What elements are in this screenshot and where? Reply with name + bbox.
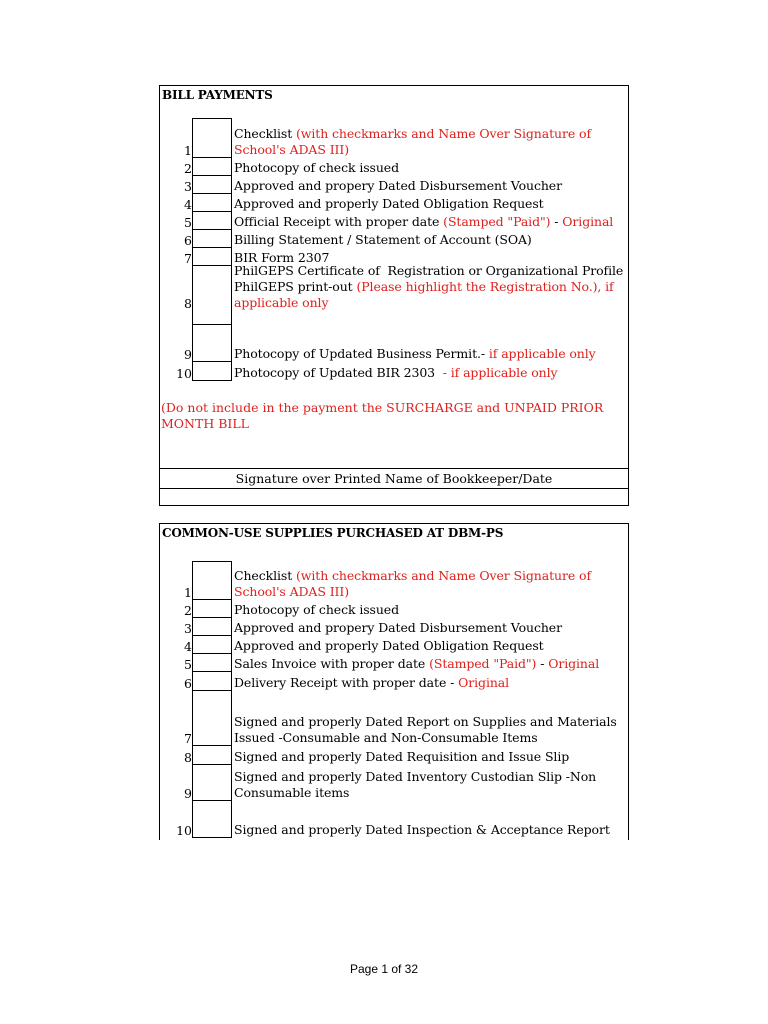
row-number: 10 bbox=[176, 823, 192, 838]
row-text: Checklist (with checkmarks and Name Over Signature of School's ADAS III) bbox=[234, 568, 595, 599]
checkbox[interactable] bbox=[192, 361, 232, 381]
surcharge-note: (Do not include in the payment the SURCHARGE and UNPAID PRIOR MONTH BILL bbox=[161, 400, 604, 431]
checklist-row bbox=[160, 157, 630, 176]
checkbox[interactable] bbox=[192, 561, 232, 600]
checklist-row bbox=[160, 118, 630, 158]
checklist-row bbox=[160, 324, 630, 362]
checkbox[interactable] bbox=[192, 764, 232, 801]
checklist-row bbox=[160, 800, 630, 838]
row-number: 8 bbox=[184, 750, 192, 765]
row-text: Signed and properly Dated Requisition and Issue Slip bbox=[234, 749, 570, 764]
checkbox[interactable] bbox=[192, 175, 232, 194]
row-text: Approved and propery Dated Disbursement Voucher bbox=[234, 178, 562, 193]
row-number: 8 bbox=[184, 296, 192, 311]
checklist-row bbox=[160, 745, 630, 765]
signature-line: Signature over Printed Name of Bookkeeper/Date bbox=[160, 468, 628, 489]
checkbox[interactable] bbox=[192, 671, 232, 691]
row-number: 2 bbox=[184, 161, 192, 176]
checkbox[interactable] bbox=[192, 324, 232, 362]
checkbox[interactable] bbox=[192, 118, 232, 158]
checkbox[interactable] bbox=[192, 211, 232, 230]
checklist-row bbox=[160, 193, 630, 212]
checklist-row bbox=[160, 265, 630, 325]
checklist-row bbox=[160, 653, 630, 672]
checklist-row bbox=[160, 599, 630, 618]
section-title: COMMON-USE SUPPLIES PURCHASED AT DBM-PS bbox=[162, 526, 504, 540]
checklist-row bbox=[160, 361, 630, 381]
checkbox[interactable] bbox=[192, 690, 232, 746]
checklist-row bbox=[160, 764, 630, 801]
row-number: 6 bbox=[184, 233, 192, 248]
row-number: 7 bbox=[184, 251, 192, 266]
checklist-row bbox=[160, 211, 630, 230]
row-text: PhilGEPS Certificate of Registration or Organizational Profile PhilGEPS print-out (Please highlight the Registration No.), if applicable only bbox=[234, 263, 628, 310]
checkbox[interactable] bbox=[192, 599, 232, 618]
page-footer: Page 1 of 32 bbox=[349, 962, 419, 976]
row-text: Photocopy of check issued bbox=[234, 602, 399, 617]
checkbox[interactable] bbox=[192, 157, 232, 176]
section-title: BILL PAYMENTS bbox=[162, 88, 273, 102]
row-number: 4 bbox=[184, 639, 192, 654]
row-text: Delivery Receipt with proper date - Original bbox=[234, 675, 510, 690]
row-text: Checklist (with checkmarks and Name Over Signature of School's ADAS III) bbox=[234, 126, 595, 157]
row-text: Approved and properly Dated Obligation Request bbox=[234, 638, 544, 653]
checklist-row bbox=[160, 229, 630, 248]
row-number: 7 bbox=[184, 731, 192, 746]
row-text: BIR Form 2307 bbox=[234, 250, 330, 265]
row-number: 10 bbox=[176, 366, 192, 381]
checkbox[interactable] bbox=[192, 229, 232, 248]
checkbox[interactable] bbox=[192, 265, 232, 325]
checklist-row bbox=[160, 175, 630, 194]
checkbox[interactable] bbox=[192, 247, 232, 266]
checkbox[interactable] bbox=[192, 800, 232, 838]
row-number: 9 bbox=[184, 786, 192, 801]
row-number: 5 bbox=[184, 657, 192, 672]
row-number: 3 bbox=[184, 621, 192, 636]
row-text: Approved and properly Dated Obligation Request bbox=[234, 196, 544, 211]
row-text: Photocopy of Updated BIR 2303 - if applicable only bbox=[234, 365, 558, 380]
checkbox[interactable] bbox=[192, 745, 232, 765]
row-text: Approved and propery Dated Disbursement Voucher bbox=[234, 620, 562, 635]
checklist-row bbox=[160, 690, 630, 746]
checkbox[interactable] bbox=[192, 617, 232, 636]
checklist-row bbox=[160, 561, 630, 600]
row-number: 9 bbox=[184, 347, 192, 362]
checkbox[interactable] bbox=[192, 193, 232, 212]
checkbox[interactable] bbox=[192, 635, 232, 654]
row-number: 4 bbox=[184, 197, 192, 212]
row-text: Billing Statement / Statement of Account (SOA) bbox=[234, 232, 532, 247]
row-number: 6 bbox=[184, 676, 192, 691]
row-number: 2 bbox=[184, 603, 192, 618]
common-use-supplies-section bbox=[159, 523, 629, 840]
row-number: 1 bbox=[184, 585, 192, 600]
bill-payments-section bbox=[159, 85, 629, 506]
row-text: Signed and properly Dated Report on Supplies and Materials Issued -Consumable and Non-Consumable Items bbox=[234, 714, 621, 745]
row-text: Sales Invoice with proper date (Stamped "Paid") - Original bbox=[234, 656, 600, 671]
row-text: Official Receipt with proper date (Stamped "Paid") - Original bbox=[234, 214, 614, 229]
row-text: Photocopy of Updated Business Permit.- if applicable only bbox=[234, 346, 596, 361]
row-text: Signed and properly Dated Inspection & Acceptance Report bbox=[234, 822, 610, 837]
row-number: 5 bbox=[184, 215, 192, 230]
checklist-row bbox=[160, 671, 630, 691]
row-text: Photocopy of check issued bbox=[234, 160, 399, 175]
row-text: Signed and properly Dated Inventory Custodian Slip -Non Consumable items bbox=[234, 769, 601, 800]
checkbox[interactable] bbox=[192, 653, 232, 672]
row-number: 1 bbox=[184, 143, 192, 158]
checklist-row bbox=[160, 617, 630, 636]
row-number: 3 bbox=[184, 179, 192, 194]
checklist-row bbox=[160, 635, 630, 654]
